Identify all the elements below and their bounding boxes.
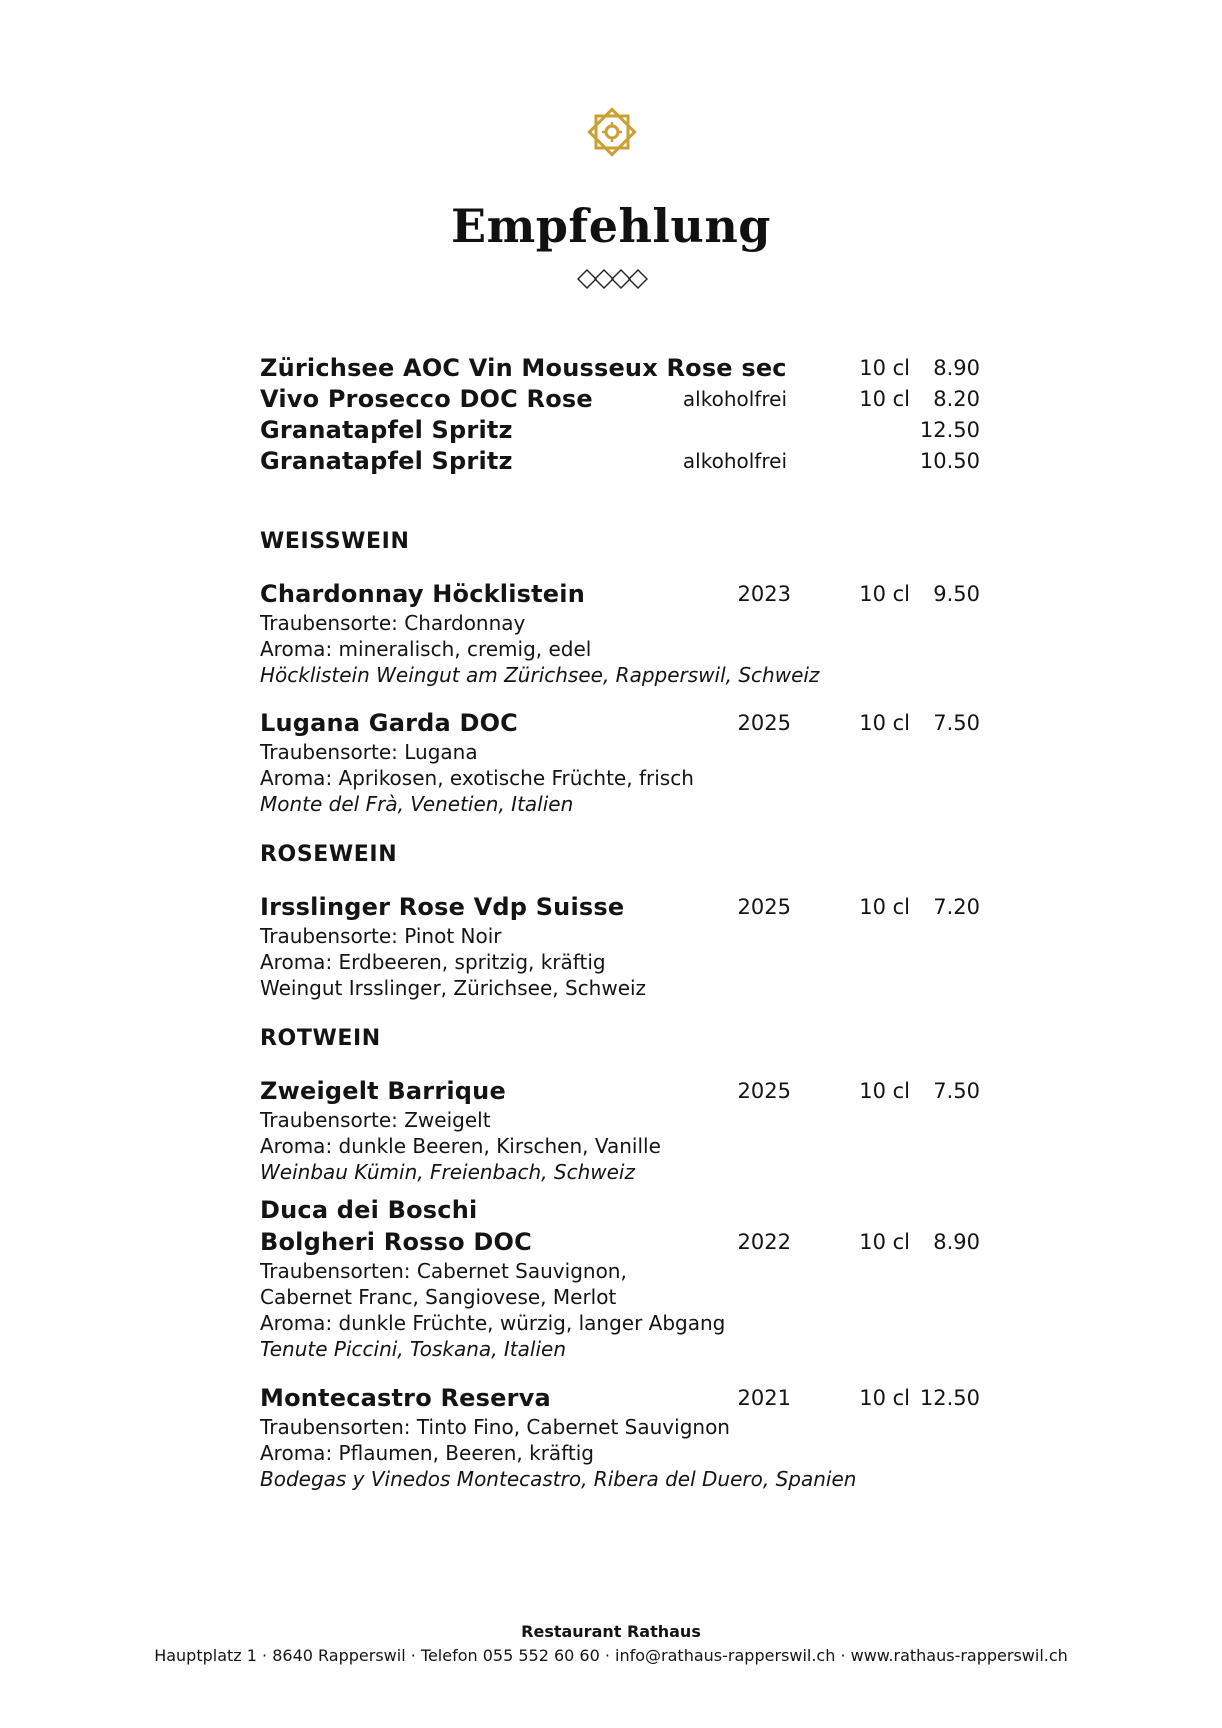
- wine-name: Bolgheri Rosso DOC: [260, 1228, 532, 1256]
- drink-name: Vivo Prosecco DOC Rose: [260, 385, 593, 413]
- wine-header: [260, 1075, 980, 1107]
- wine-price: 7.50: [933, 1079, 980, 1103]
- wine-price: 7.50: [933, 711, 980, 735]
- page-title: Empfehlung: [451, 199, 771, 253]
- section-heading-rosewein: ROSEWEIN: [260, 842, 398, 867]
- wine-origin: Monte del Frà, Venetien, Italien: [260, 792, 574, 816]
- wine-header: [260, 707, 980, 739]
- wine-name: Lugana Garda DOC: [260, 709, 518, 737]
- drink-note: alkoholfrei: [682, 387, 787, 411]
- wine-grapes: Traubensorte: Lugana: [260, 740, 478, 764]
- wine-item: [260, 578, 980, 688]
- wine-year: 2025: [737, 1079, 791, 1103]
- section-heading-rotwein: ROTWEIN: [260, 1026, 381, 1051]
- drink-volume: 10 cl: [859, 387, 910, 411]
- wine-aroma: Aroma: Erdbeeren, spritzig, kräftig: [260, 950, 606, 974]
- wine-aroma: Aroma: dunkle Früchte, würzig, langer Abgang: [260, 1311, 726, 1335]
- wine-header-line1: [260, 1194, 980, 1226]
- recommendation-row: [260, 353, 980, 383]
- wine-item: [260, 1075, 980, 1185]
- wine-aroma: Aroma: dunkle Beeren, Kirschen, Vanille: [260, 1134, 661, 1158]
- wine-origin: Tenute Piccini, Toskana, Italien: [260, 1337, 566, 1361]
- drink-price: 8.20: [933, 387, 980, 411]
- gold-star-ornament-icon: [584, 104, 640, 160]
- wine-origin: Weinbau Kümin, Freienbach, Schweiz: [260, 1160, 635, 1184]
- drink-volume: 10 cl: [859, 356, 910, 380]
- wine-name-line1: Duca dei Boschi: [260, 1196, 478, 1224]
- wine-volume: 10 cl: [859, 1230, 910, 1254]
- drink-note: alkoholfrei: [682, 449, 787, 473]
- wine-origin: Bodegas y Vinedos Montecastro, Ribera del Duero, Spanien: [260, 1467, 857, 1491]
- wine-grapes: Traubensorte: Zweigelt: [260, 1108, 491, 1132]
- wine-name: Zweigelt Barrique: [260, 1077, 506, 1105]
- drink-price: 12.50: [919, 418, 980, 442]
- wine-volume: 10 cl: [859, 895, 910, 919]
- wine-year: 2022: [737, 1230, 791, 1254]
- wine-name: Montecastro Reserva: [260, 1384, 551, 1412]
- wine-price: 12.50: [919, 1386, 980, 1410]
- wine-header: [260, 1382, 980, 1414]
- wine-volume: 10 cl: [859, 582, 910, 606]
- wine-grapes: Traubensorte: Pinot Noir: [260, 924, 502, 948]
- wine-grapes: Traubensorte: Chardonnay: [260, 611, 526, 635]
- wine-year: 2021: [737, 1386, 791, 1410]
- wine-header: [260, 578, 980, 610]
- wine-price: 9.50: [933, 582, 980, 606]
- drink-name: Zürichsee AOC Vin Mousseux Rose sec: [260, 354, 787, 382]
- wine-origin: Weingut Irsslinger, Zürichsee, Schweiz: [260, 976, 647, 1000]
- wine-year: 2025: [737, 711, 791, 735]
- wine-volume: 10 cl: [859, 1386, 910, 1410]
- drink-price: 8.90: [933, 356, 980, 380]
- wine-item: [260, 1382, 980, 1492]
- wine-item: [260, 1194, 980, 1362]
- recommendation-row: [260, 415, 980, 445]
- recommendation-row: [260, 384, 980, 414]
- wine-grapes: Traubensorten: Tinto Fino, Cabernet Sauvignon: [260, 1415, 730, 1439]
- wine-aroma: Aroma: mineralisch, cremig, edel: [260, 637, 592, 661]
- wine-origin: Höcklistein Weingut am Zürichsee, Rapperswil, Schweiz: [260, 663, 820, 687]
- wine-grapes: Traubensorten: Cabernet Sauvignon,: [260, 1259, 627, 1283]
- drink-price: 10.50: [919, 449, 980, 473]
- wine-aroma: Aroma: Aprikosen, exotische Früchte, frisch: [260, 766, 694, 790]
- wine-year: 2025: [737, 895, 791, 919]
- diamond-chain-icon: [576, 268, 650, 290]
- footer-restaurant-name: Restaurant Rathaus: [521, 1622, 701, 1641]
- drink-name: Granatapfel Spritz: [260, 447, 513, 475]
- wine-price: 8.90: [933, 1230, 980, 1254]
- wine-header: [260, 1226, 980, 1258]
- wine-year: 2023: [737, 582, 791, 606]
- wine-item: [260, 707, 980, 817]
- wine-grapes-continued: Cabernet Franc, Sangiovese, Merlot: [260, 1285, 617, 1309]
- footer-address: Hauptplatz 1 · 8640 Rapperswil · Telefon 055 552 60 60 · info@rathaus-rapperswil.ch · www.rathaus-rapperswil.ch: [154, 1646, 1068, 1665]
- wine-volume: 10 cl: [859, 711, 910, 735]
- wine-name: Chardonnay Höcklistein: [260, 580, 585, 608]
- wine-header: [260, 891, 980, 923]
- wine-item: [260, 891, 980, 1001]
- drink-name: Granatapfel Spritz: [260, 416, 513, 444]
- section-heading-weisswein: WEISSWEIN: [260, 529, 410, 554]
- recommendation-row: [260, 446, 980, 476]
- wine-aroma: Aroma: Pflaumen, Beeren, kräftig: [260, 1441, 594, 1465]
- wine-name: Irsslinger Rose Vdp Suisse: [260, 893, 625, 921]
- wine-price: 7.20: [933, 895, 980, 919]
- wine-volume: 10 cl: [859, 1079, 910, 1103]
